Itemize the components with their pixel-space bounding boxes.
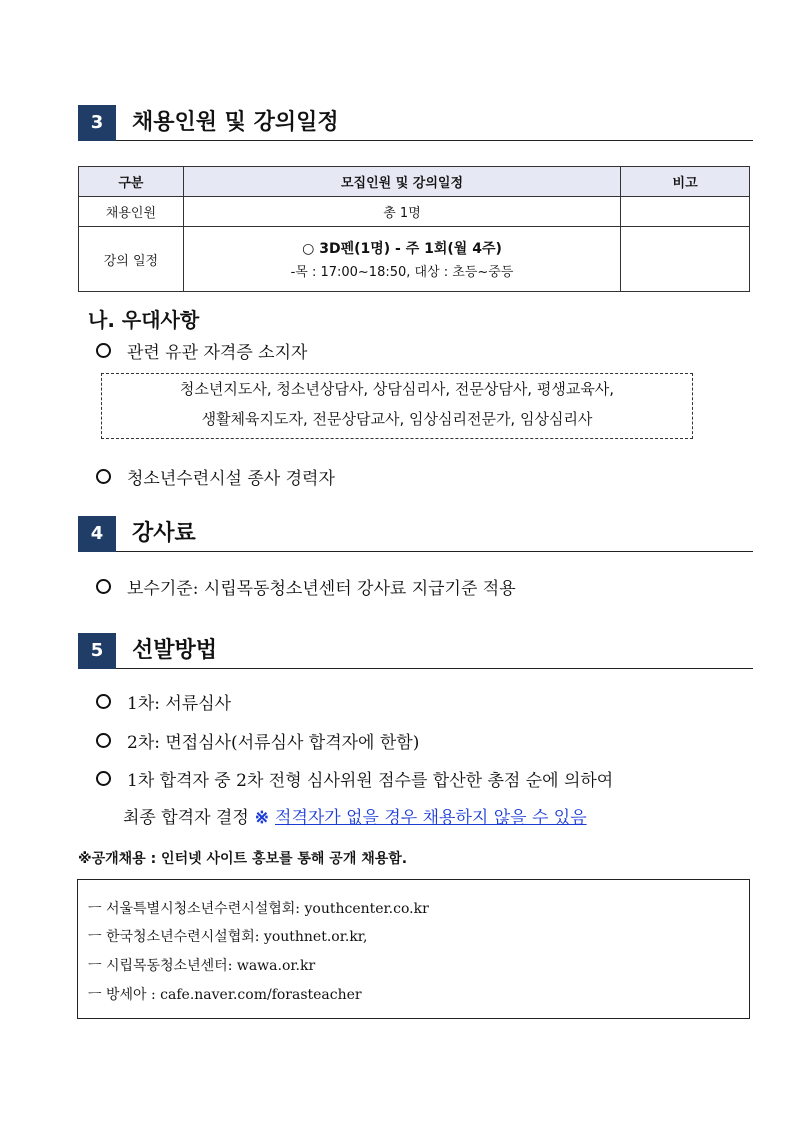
col-header-detail: 모집인원 및 강의일정 <box>183 167 620 197</box>
table-header-row <box>79 167 750 197</box>
cell-detail: 총 1명 <box>183 197 620 227</box>
certificate-box <box>101 373 693 439</box>
site-list-box <box>77 879 750 1019</box>
note-link[interactable]: 적격자가 없을 경우 채용하지 않을 수 있음 <box>275 808 587 828</box>
cell-detail <box>183 227 620 292</box>
circle-bullet-icon <box>96 469 111 484</box>
site-item: ㅡ 시립목동청소년센터: wawa.or.kr <box>88 958 316 974</box>
circle-bullet-icon <box>96 694 111 709</box>
section-title: 채용인원 및 강의일정 <box>132 110 339 135</box>
preferences-heading: 나. 우대사항 <box>88 308 200 332</box>
circle-bullet-icon <box>96 771 111 786</box>
list-item: 1차 합격자 중 2차 전형 심사위원 점수를 합산한 총점 순에 의하여 <box>96 766 613 791</box>
list-item: 관련 유관 자격증 소지자 <box>96 338 307 363</box>
section-number: 4 <box>78 516 116 552</box>
table-row <box>79 227 750 292</box>
list-item: 1차: 서류심사 <box>96 689 231 714</box>
cert-line: 생활체육지도자, 전문상담교사, 임상심리전문가, 임상심리사 <box>201 410 593 428</box>
section-title: 강사료 <box>132 521 196 546</box>
section-divider <box>116 140 753 141</box>
note-mark: ※ <box>254 808 270 828</box>
circle-bullet-icon <box>96 579 111 594</box>
site-item: ㅡ 서울특별시청소년수련시설협회: youthcenter.co.kr <box>88 901 429 917</box>
lecture-time: -목 : 17:00~18:50, 대상 : 초등~중등 <box>290 265 514 280</box>
list-item: 청소년수련시설 종사 경력자 <box>96 464 335 489</box>
cell-category: 강의 일정 <box>79 227 184 292</box>
cell-note <box>621 227 750 292</box>
schedule-table <box>78 166 750 292</box>
cell-note <box>621 197 750 227</box>
section-title: 선발방법 <box>132 638 218 663</box>
circle-bullet-icon <box>96 733 111 748</box>
list-item-continuation: 최종 합격자 결정 ※ 적격자가 없을 경우 채용하지 않을 수 있음 <box>123 808 587 828</box>
cell-category: 채용인원 <box>79 197 184 227</box>
site-item: ㅡ 한국청소년수련시설협회: youthnet.or.kr, <box>88 929 368 945</box>
section-4-header <box>78 516 753 552</box>
list-item: 보수기준: 시립목동청소년센터 강사료 지급기준 적용 <box>96 574 516 599</box>
section-number: 5 <box>78 633 116 669</box>
lecture-course: ○ 3D펜(1명) - 주 1회(월 4주) <box>302 241 502 257</box>
site-item: ㅡ 방세아 : cafe.naver.com/forasteacher <box>88 987 362 1003</box>
section-divider <box>116 551 753 552</box>
list-item: 2차: 면접심사(서류심사 합격자에 한함) <box>96 728 419 753</box>
circle-bullet-icon <box>96 343 111 358</box>
table-row <box>79 197 750 227</box>
col-header-note: 비고 <box>621 167 750 197</box>
section-number: 3 <box>78 105 116 141</box>
section-5-header <box>78 633 753 669</box>
public-recruit-notice: ※공개채용 : 인터넷 사이트 홍보를 통해 공개 채용함. <box>78 851 408 867</box>
col-header-category: 구분 <box>79 167 184 197</box>
section-divider <box>116 668 753 669</box>
section-3-header <box>78 105 753 141</box>
cert-line: 청소년지도사, 청소년상담사, 상담심리사, 전문상담사, 평생교육사, <box>179 380 615 398</box>
